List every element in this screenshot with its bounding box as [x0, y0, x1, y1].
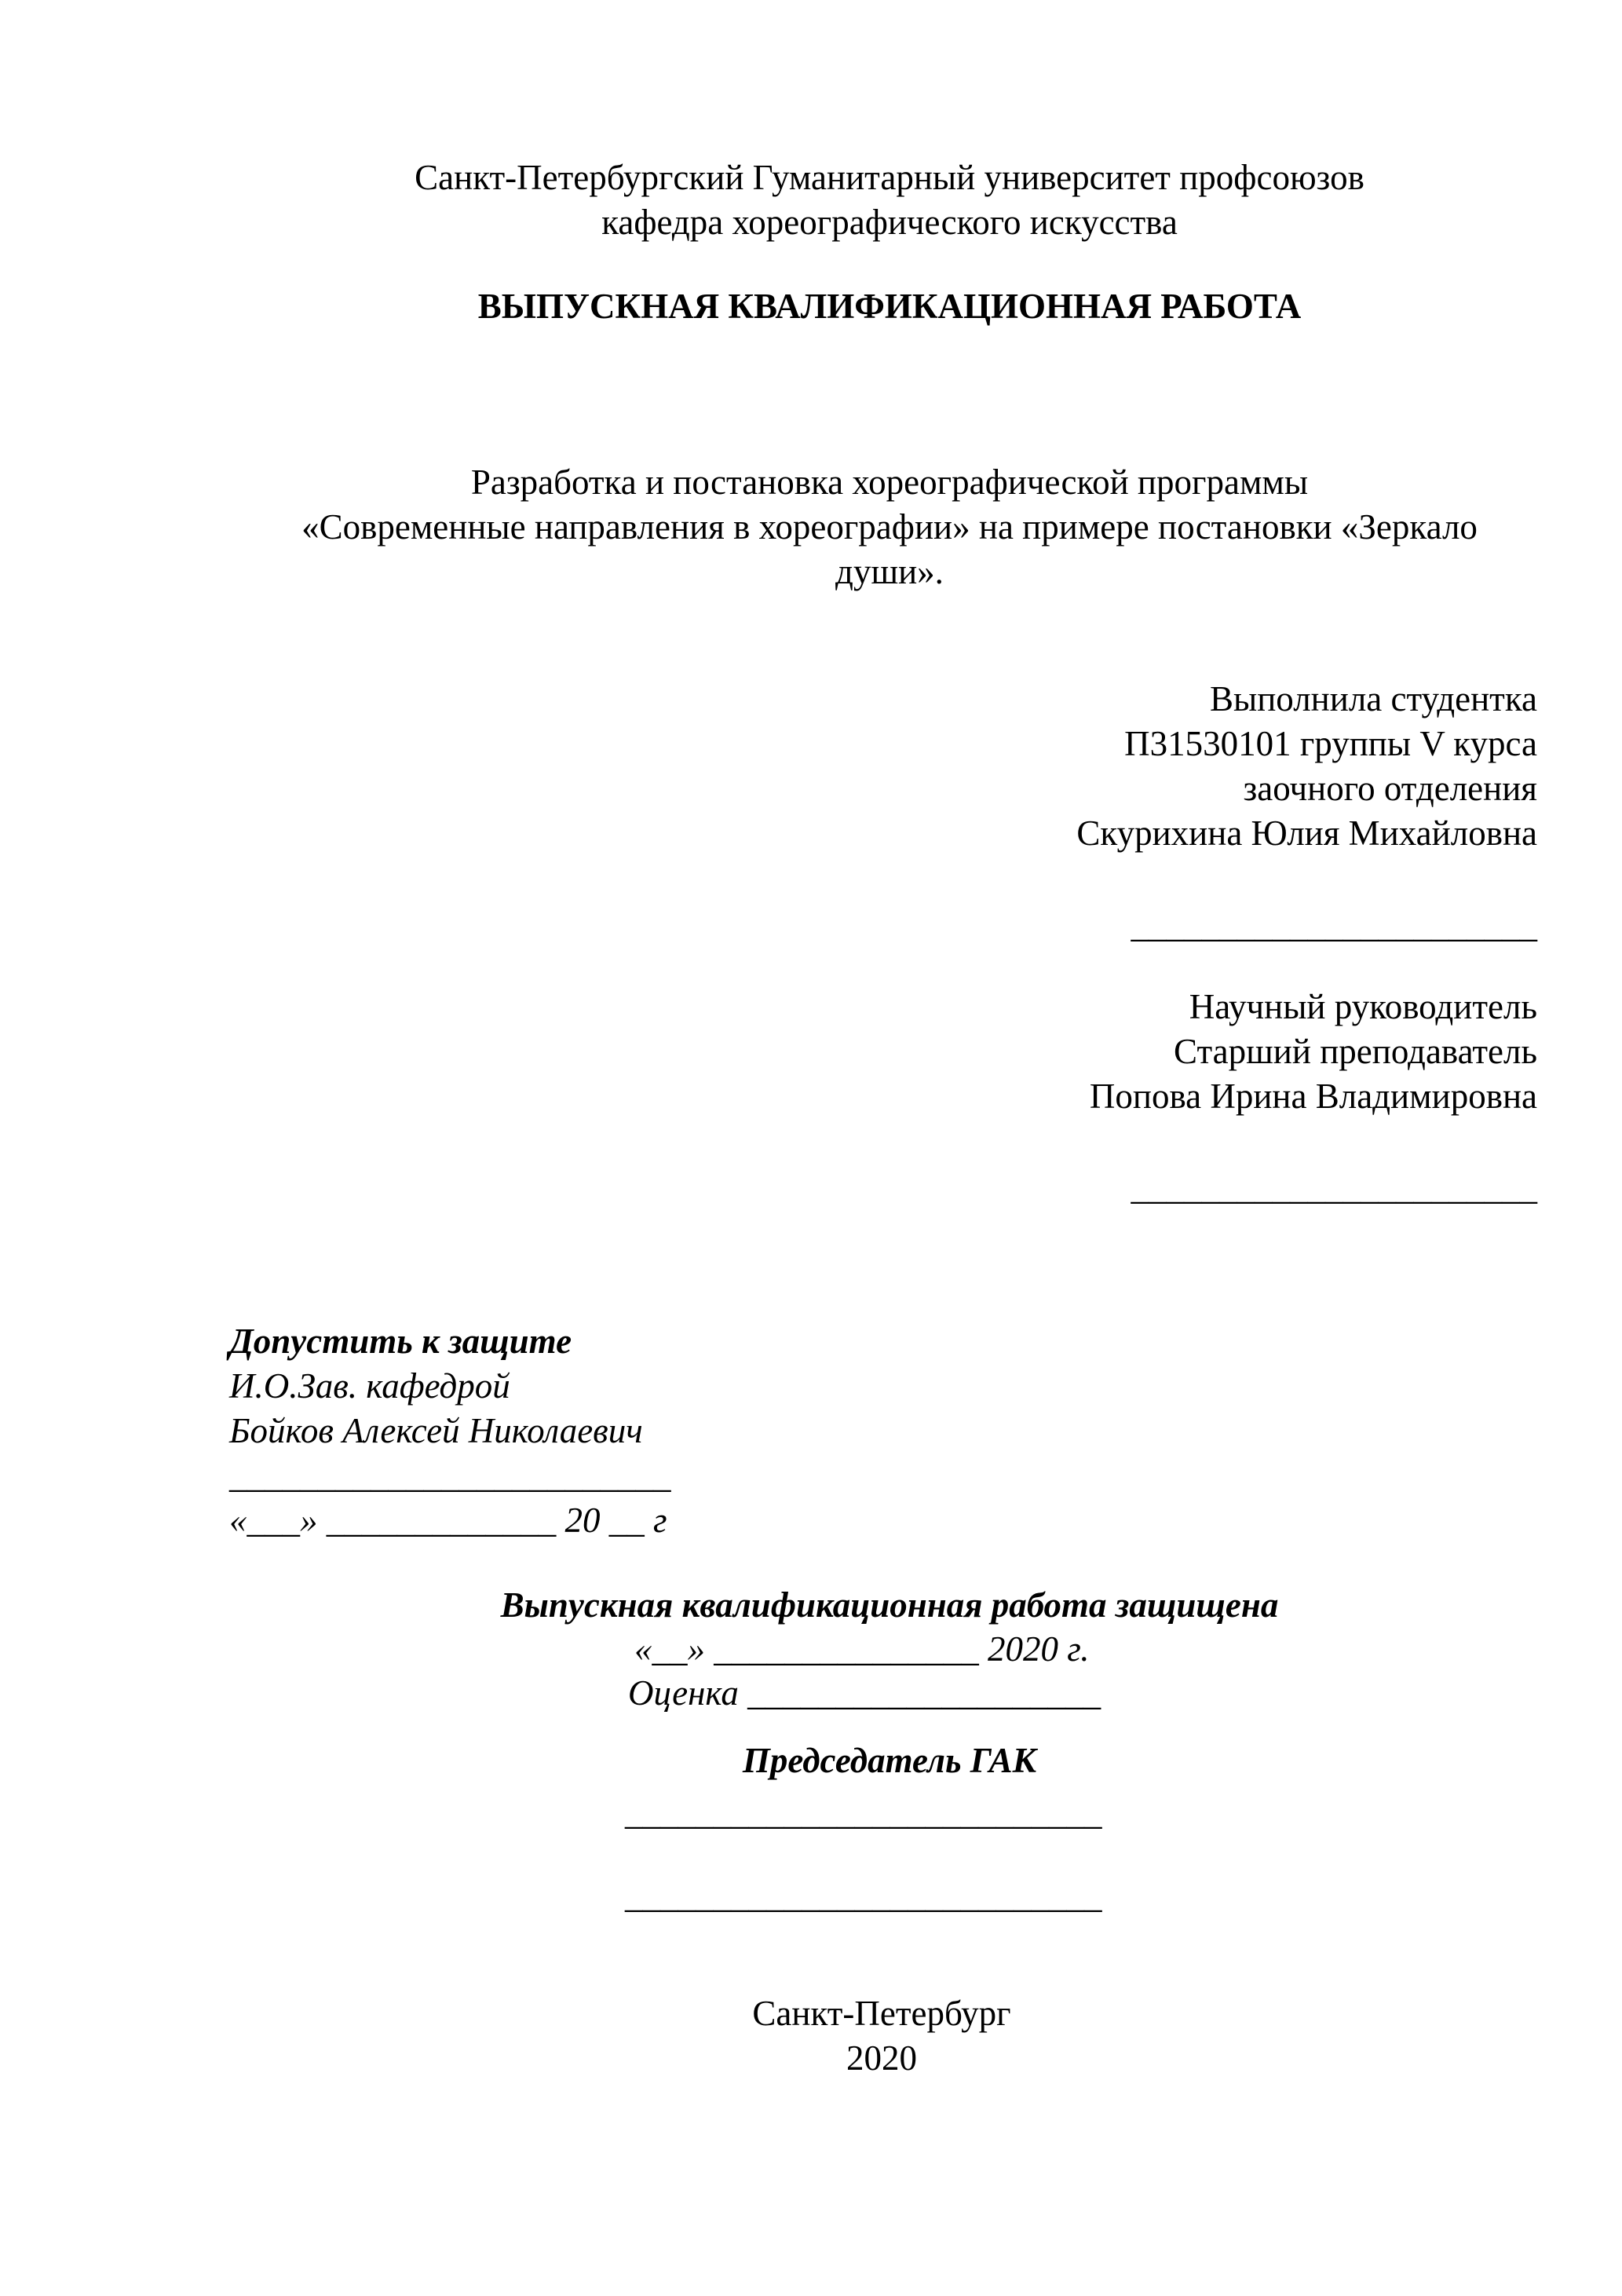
chair-signature-line-2: ___________________________	[625, 1876, 1102, 1915]
supervisor-label: Научный руководитель	[1189, 987, 1537, 1026]
supervisor-position: Старший преподаватель	[1174, 1032, 1537, 1071]
footer-city: Санкт-Петербург	[752, 1994, 1011, 2033]
admit-head-name: Бойков Алексей Николаевич	[229, 1411, 643, 1450]
student-block	[1076, 677, 1537, 856]
student-group: П31530101 группы V курса	[1124, 724, 1537, 763]
student-label: Выполнила студентка	[1209, 679, 1537, 718]
student-name: Скурихина Юлия Михайловна	[1076, 813, 1537, 853]
document-type: ВЫПУСКНАЯ КВАЛИФИКАЦИОННАЯ РАБОТА	[477, 287, 1302, 326]
footer-year: 2020	[846, 2038, 917, 2078]
student-department: заочного отделения	[1243, 769, 1537, 808]
admit-block	[229, 1319, 671, 1543]
department-name: кафедра хореографического искусства	[601, 203, 1178, 242]
admit-signature-line: _________________________	[229, 1456, 671, 1495]
university-header	[0, 155, 1622, 245]
admit-date-line: «___» _____________ 20 __ г	[229, 1501, 667, 1540]
topic-line-3: души».	[835, 552, 944, 591]
footer	[0, 1991, 1622, 2081]
defense-date-line: «__» _______________ 2020 г.	[634, 1629, 1090, 1669]
thesis-topic	[0, 460, 1622, 594]
topic-line-1: Разработка и постановка хореографической программы	[470, 462, 1309, 502]
admit-role: И.О.Зав. кафедрой	[229, 1366, 510, 1406]
topic-line-2: «Современные направления в хореографии» на примере постановки «Зеркало	[301, 507, 1478, 547]
chair-signature-line-1: ___________________________	[625, 1793, 1102, 1832]
university-name: Санкт-Петербургский Гуманитарный университет профсоюзов	[415, 158, 1364, 197]
supervisor-block	[1090, 985, 1537, 1119]
supervisor-name: Попова Ирина Владимировна	[1089, 1077, 1537, 1116]
supervisor-signature-line: _______________________	[1131, 1168, 1537, 1207]
chair-title: Председатель ГАК	[742, 1741, 1037, 1780]
defense-grade-line: Оценка ____________________	[628, 1673, 1101, 1713]
student-signature-line: _______________________	[1131, 905, 1537, 945]
admit-title: Допустить к защите	[229, 1322, 572, 1361]
defense-title: Выпускная квалификационная работа защищена	[500, 1585, 1279, 1625]
